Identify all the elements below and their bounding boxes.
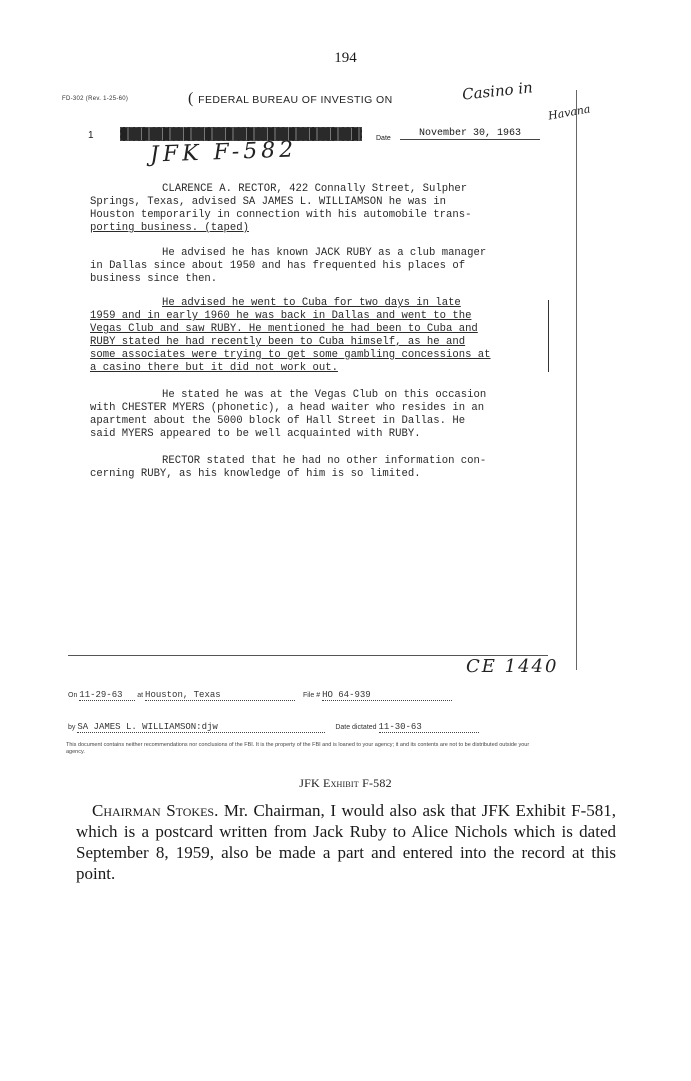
caption-prefix: JFK <box>299 776 320 790</box>
paragraph-line: 1959 and in early 1960 he was back in Dallas and went to the <box>90 310 472 322</box>
footer-row-1 <box>68 690 452 701</box>
caption-middle: Exhibit <box>323 776 359 790</box>
form-number: FD-302 (Rev. 1-25-60) <box>62 96 129 102</box>
dictated-value: 11-30-63 <box>379 722 479 733</box>
margin-bracket <box>548 300 549 372</box>
dictated-label: Date dictated <box>335 724 377 731</box>
handwritten-ce-number: CE 1440 <box>466 656 559 677</box>
paragraph-line: apartment about the 5000 block of Hall Street in Dallas. He <box>90 415 466 427</box>
paragraph-4 <box>90 389 486 441</box>
speaker-name: Chairman Stokes. <box>92 801 219 820</box>
file-label: File # <box>303 692 321 699</box>
paragraph-2 <box>90 247 486 286</box>
paragraph-1 <box>90 183 471 235</box>
handwritten-exhibit-number: JFK F-582 <box>149 137 298 168</box>
by-value: SA JAMES L. WILLIAMSON:djw <box>77 722 325 733</box>
paragraph-line: in Dallas since about 1950 and has frequented his places of <box>90 260 466 272</box>
paragraph-line: some associates were trying to get some gambling concessions at <box>90 349 491 361</box>
paragraph-line: cerning RUBY, as his knowledge of him is so limited. <box>90 468 421 480</box>
at-label: at <box>137 692 144 699</box>
paragraph-line: RECTOR stated that he had no other information con- <box>162 455 487 467</box>
paragraph-line: He stated he was at the Vegas Club on this occasion <box>162 389 487 401</box>
paragraph-line: Springs, Texas, advised SA JAMES L. WILLIAMSON he was in <box>90 196 447 208</box>
fbi-disclaimer: This document contains neither recommendations nor conclusions of the FBI. It is the property of the FBI and is loaned to your agency; it and its contents are not to be distributed outside your agency. <box>66 742 530 755</box>
paragraph-line: with CHESTER MYERS (phonetic), a head waiter who resides in an <box>90 402 485 414</box>
handwritten-note-casino: Casino in <box>461 78 534 104</box>
by-label: by <box>68 724 76 731</box>
on-value: 11-29-63 <box>79 690 135 701</box>
paragraph-line: He advised he went to Cuba for two days in late <box>162 297 461 309</box>
at-value: Houston, Texas <box>145 690 295 701</box>
paragraph-line: Houston temporarily in connection with his automobile trans- <box>90 209 472 221</box>
paragraph-line: said MYERS appeared to be well acquainted with RUBY. <box>90 428 421 440</box>
handwritten-note-havana: Havana <box>547 102 592 123</box>
paragraph-3 <box>90 297 491 375</box>
exhibit-caption <box>0 776 691 791</box>
page-number: 194 <box>334 50 357 66</box>
file-value: HO 64-939 <box>322 690 452 701</box>
scan-edge-line <box>576 90 577 670</box>
hearing-transcript <box>76 800 616 884</box>
paragraph-line: porting business. (taped) <box>90 222 249 234</box>
date-label: Date <box>376 135 391 142</box>
caption-suffix: F-582 <box>362 776 392 790</box>
speaker-text: Mr. Chairman, I would also ask that JFK Exhibit F-581, which is a postcard written from Jack Ruby to Alice Nichols which is dated September 8, 1959, also be made a part and entered into the record at this point. <box>76 801 616 883</box>
paragraph-5 <box>90 455 486 481</box>
agency-name: FEDERAL BUREAU OF INVESTIG ON <box>198 94 393 106</box>
paragraph-line: He advised he has known JACK RUBY as a club manager <box>162 247 487 259</box>
item-number: 1 <box>88 130 94 141</box>
footer-row-2 <box>68 722 479 733</box>
paragraph-line: RUBY stated he had recently been to Cuba himself, as he and <box>90 336 466 348</box>
paragraph-line: Vegas Club and saw RUBY. He mentioned he had been to Cuba and <box>90 323 478 335</box>
paragraph-line: CLARENCE A. RECTOR, 422 Connally Street, Sulpher <box>162 183 468 195</box>
date-value: November 30, 1963 <box>400 128 540 140</box>
paragraph-line: business since then. <box>90 273 218 285</box>
on-label: On <box>68 692 78 699</box>
paragraph-line: a casino there but it did not work out. <box>90 362 338 374</box>
agency-header: ( FEDERAL BUREAU OF INVESTIG ON <box>188 90 393 107</box>
